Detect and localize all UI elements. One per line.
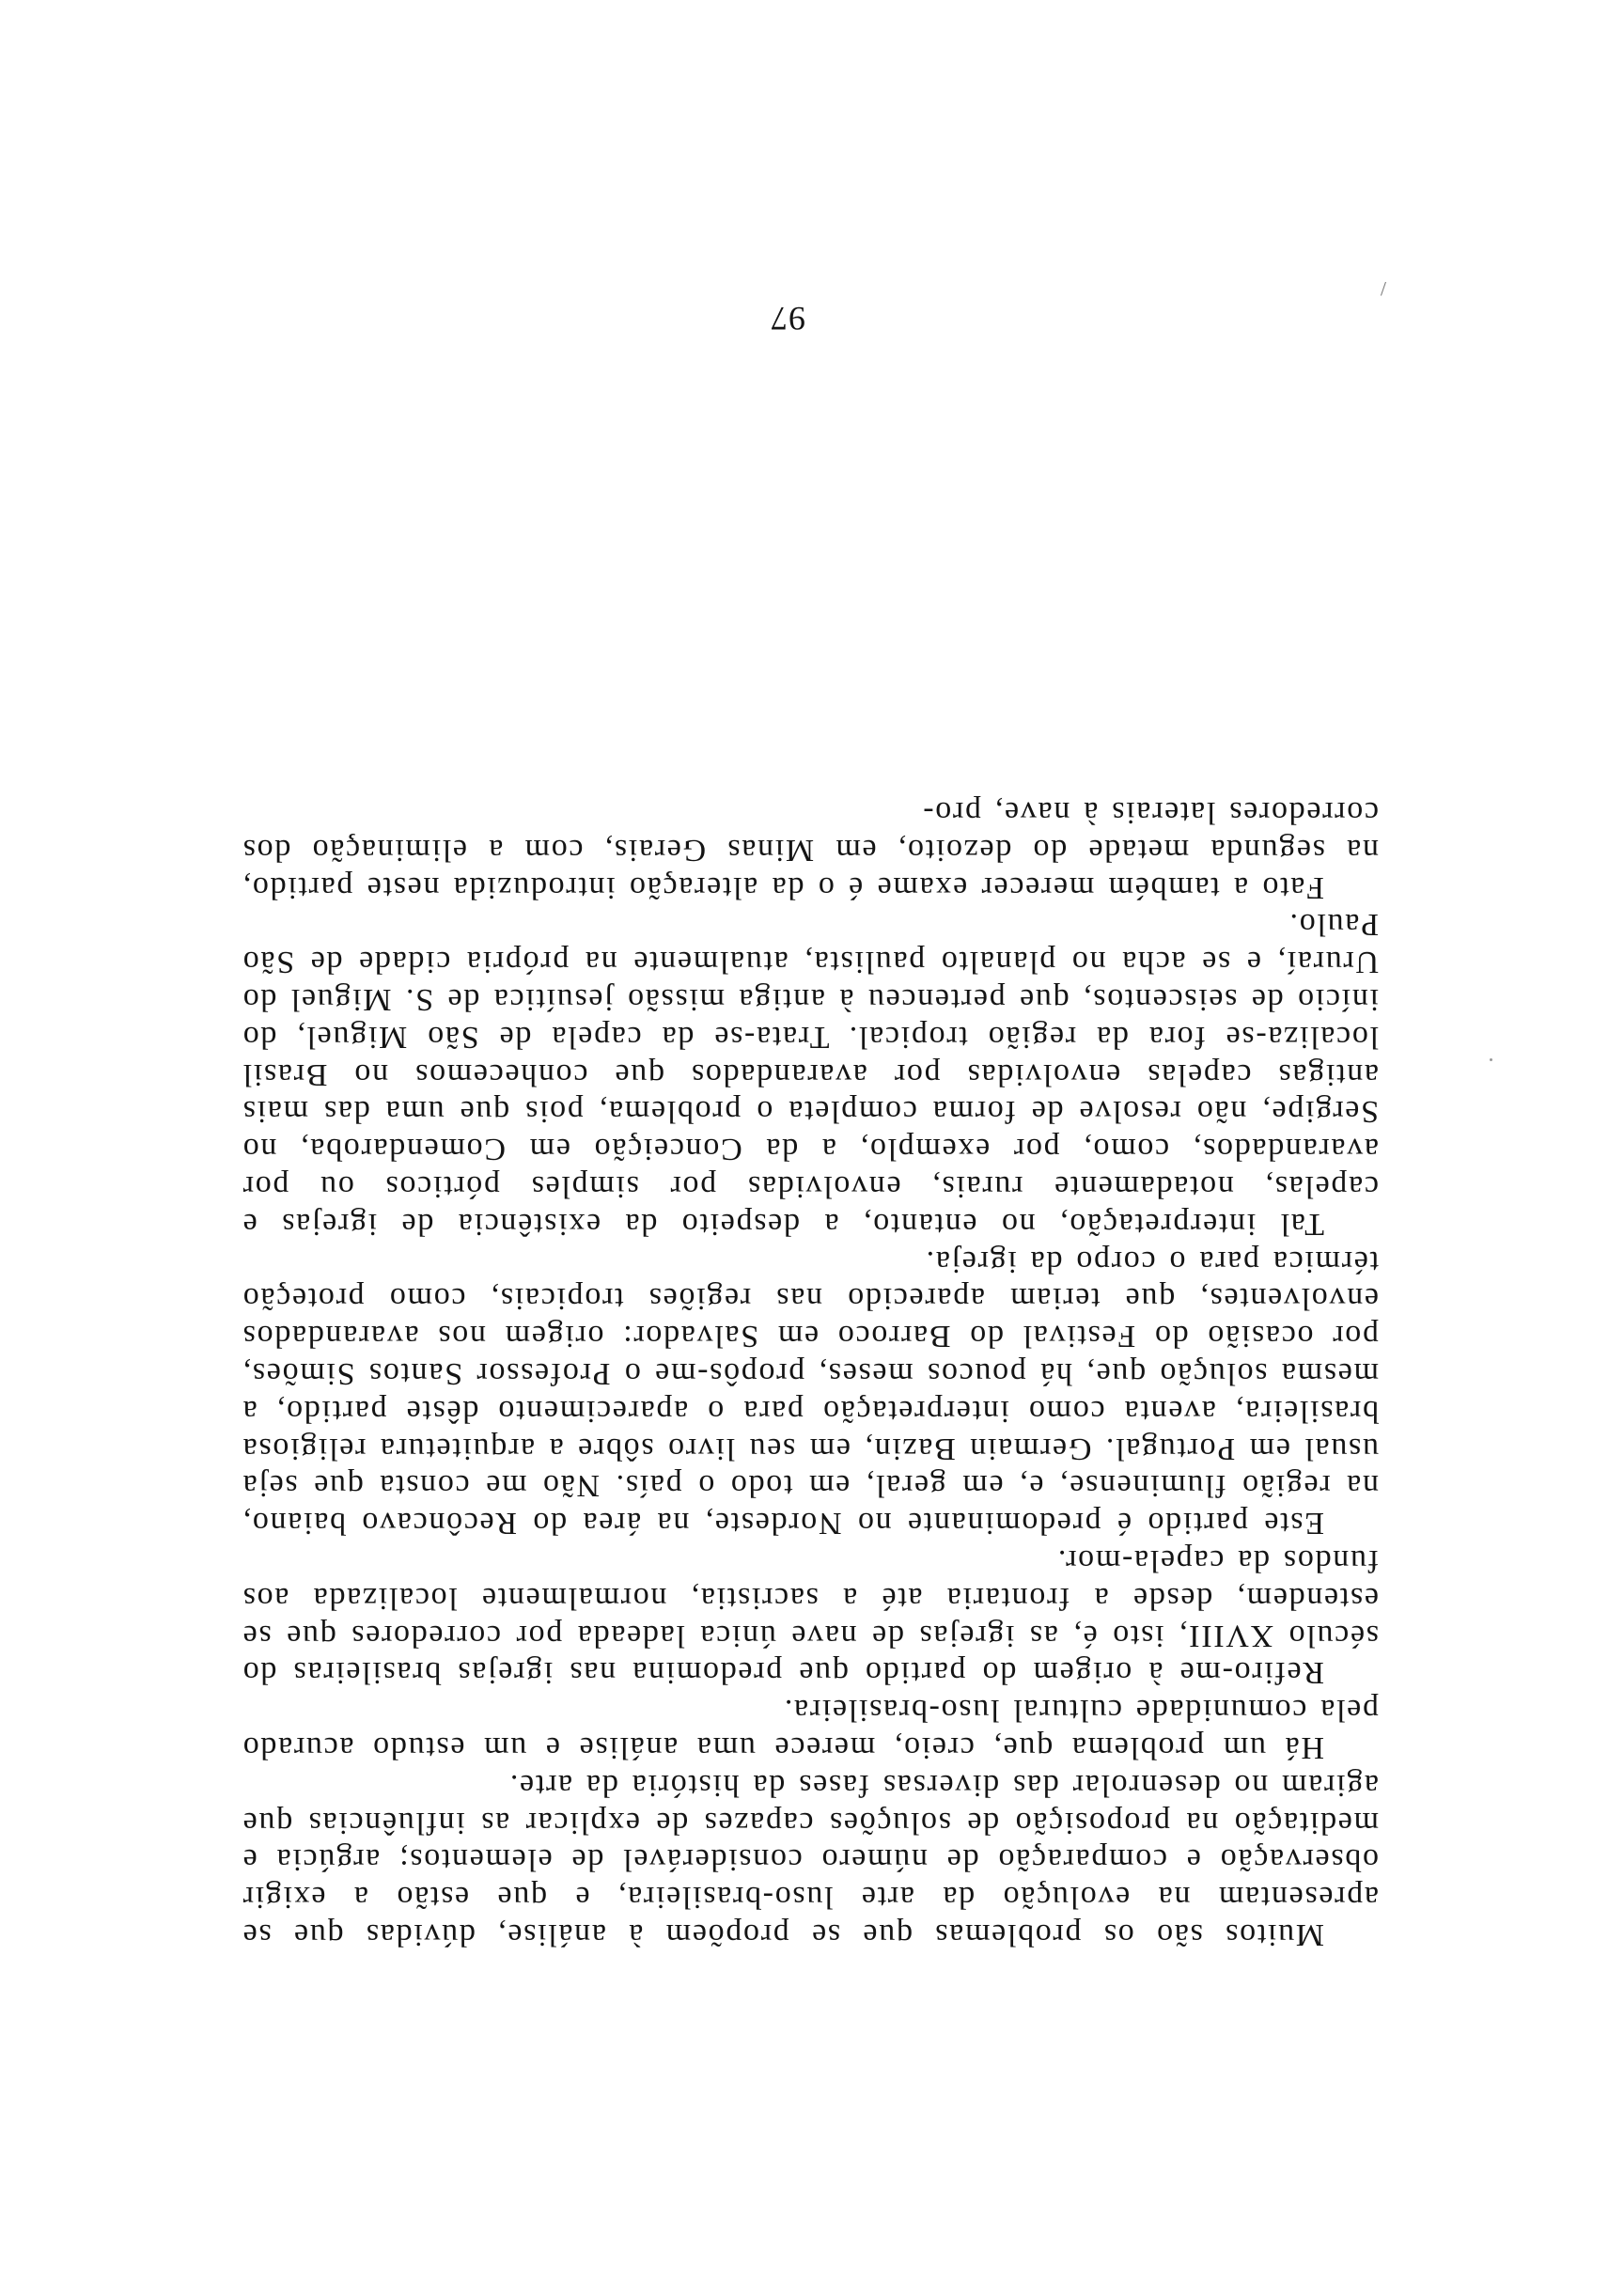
page-number: 97	[770, 300, 805, 337]
margin-mark: /	[1380, 277, 1386, 301]
paragraph: Muitos são os problemas que se propõem à análise, dúvidas que se apresentam na evolução da arte luso-brasileira, e que estão a exigir observação e comparação de número considerável de elementos; argúcia e meditação na proposição de soluções capazes de explicar as influências que agiram no desenrolar das diversas fases da história da arte.	[242, 1767, 1379, 1952]
paragraph: Fato a também merecer exame é o da alteração introduzida neste partido, na segunda metade do dezoito, em Minas Gerais, com a eliminação dos corredores laterais à nave, pro-	[242, 795, 1379, 905]
scan-dot	[1490, 1058, 1492, 1061]
paragraph: Este partido é predominante no Nordeste, na área do Recôncavo baiano, na região fluminense, e, em geral, em todo o país. Não me consta que seja usual em Portugal. Germain Bazin, em seu livro sôbre a arquitetura religiosa brasileira, aventa como interpretação para o aparecimento dêste partido, a mesma solução que, há poucos meses, propôs-me o Professor Santos Simões, por ocasião do Festival do Barroco em Salvador: origem nos avarandados envolventes, que teriam aparecido nas regiões tropicais, como proteção térmica para o corpo da igreja.	[242, 1244, 1379, 1541]
paragraph: Há um problema que, creio, merece uma análise e um estudo acurado pela comunidade cultural luso-brasileira.	[242, 1693, 1379, 1766]
paragraph: Tal interpretação, no entanto, a despeito da existência de igrejas e capelas, notadamente rurais, envolvidas por simples pórticos ou por avarandados, como, por exemplo, a da Conceição em Comendaroba, no Sergipe, não resolve de forma completa o problema, pois que uma das mais antigas capelas envolvidas por avarandados que conhecemos no Brasil localiza-se fora da região tropical. Trata-se da capela de São Miguel, do início de seiscentos, que pertenceu à antiga missão jesuítica de S. Miguel do Ururaí, e se acha no planalto paulista, atualmente na própria cidade de São Paulo.	[242, 907, 1379, 1242]
paragraph: Refiro-me à origem do partido que predomina nas igrejas brasileiras do século XVIII, isto é, as igrejas de nave única ladeada por corredores que se estendem, desde a frontaria até a sacristia, normalmente localizada aos fundos da capela-mor.	[242, 1543, 1379, 1691]
body-text	[242, 793, 1379, 1953]
